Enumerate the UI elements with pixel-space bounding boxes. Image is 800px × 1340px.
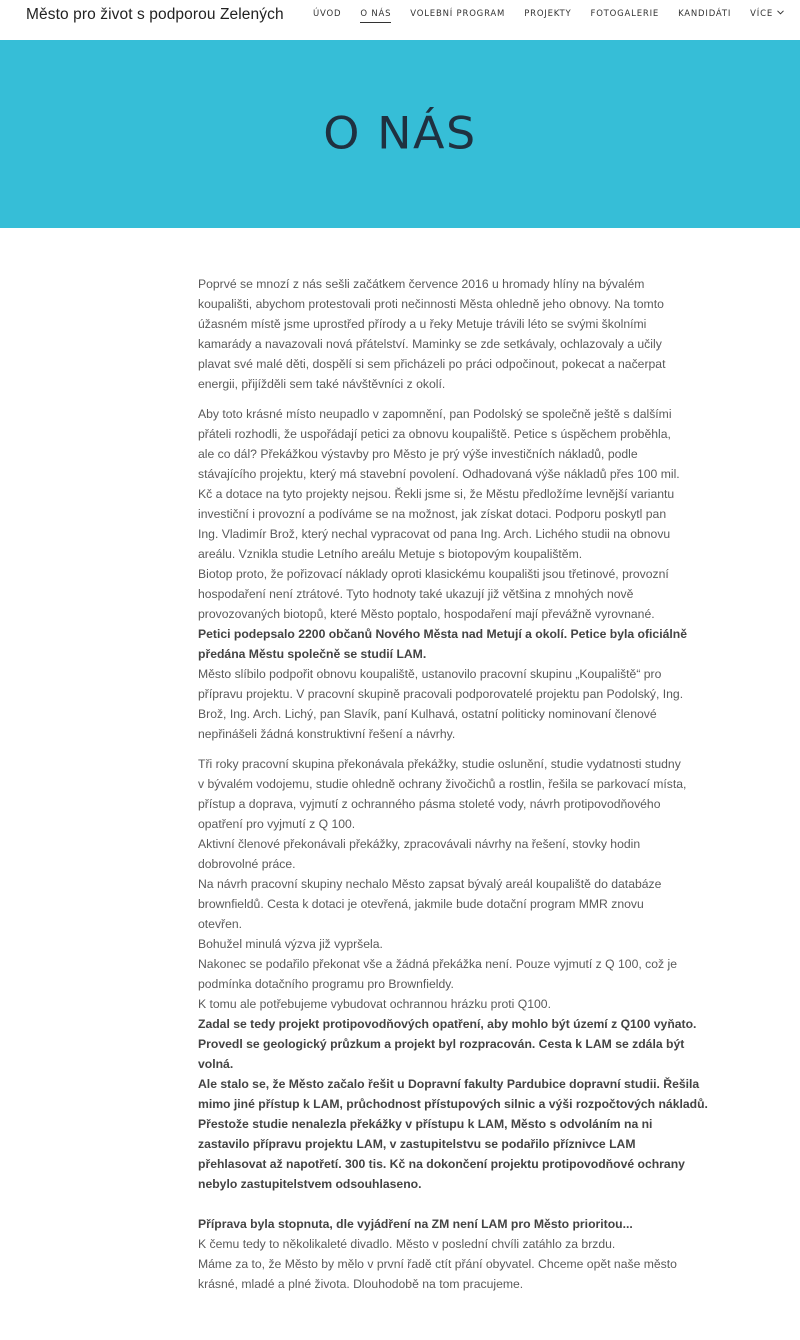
text-line: Město slíbilo podpořit obnovu koupaliště, ustanovilo pracovní skupinu „Koupaliště“ pro bbox=[198, 667, 662, 681]
text-line: Petici podepsalo 2200 občanů Nového Města nad Metují a okolí. Petice byla oficiálně bbox=[198, 627, 687, 641]
text-line: přípravu projektu. V pracovní skupině pracovali podporovatelé projektu pan Podolský, Ing. bbox=[198, 687, 684, 701]
paragraph-stopped bbox=[198, 1214, 692, 1234]
text-line: Brož, Ing. Arch. Lichý, pan Slavík, paní Kulhavá, ostatní politicky nominovaní členové bbox=[198, 707, 657, 721]
text-line: Příprava byla stopnuta, dle vyjádření na ZM není LAM pro Město prioritou... bbox=[198, 1217, 633, 1231]
text-line: přístup a doprava, vyjmutí z ochranného pásma stoleté vody, návrh protipovodňového bbox=[198, 797, 661, 811]
text-line: Aktivní členové překonávali překážky, zpracovávali návrhy na řešení, stovky hodin bbox=[198, 837, 641, 851]
text-line: ale co dál? Překážkou výstavby pro Město je prý výše investičních nákladů, podle bbox=[198, 447, 638, 461]
text-line: provozovaných biotopů, které Město poptalo, hospodaření mají převážně vyrovnané. bbox=[198, 607, 655, 621]
text-line: K čemu tedy to několikaleté divadlo. Město v poslední chvíli zatáhlo za brzdu. bbox=[198, 1237, 616, 1251]
text-line: nebylo zastupitelstvem odsouhlaseno. bbox=[198, 1177, 422, 1191]
paragraph-obstacles bbox=[198, 754, 692, 1014]
nav-item-vice-label: VÍCE bbox=[750, 9, 773, 19]
paragraph-closing bbox=[198, 1234, 692, 1294]
spacer bbox=[198, 1194, 692, 1214]
hero-banner bbox=[0, 40, 800, 228]
text-line: přáteli rozhodli, že uspořádají petici za obnovu koupaliště. Petice s úspěchem proběhla, bbox=[198, 427, 671, 441]
nav-item-uvod[interactable]: ÚVOD bbox=[313, 9, 342, 19]
text-line: přehlasovat až napotřetí. 300 tis. Kč na dokončení projektu protipovodňové ochrany bbox=[198, 1157, 685, 1171]
text-line: opatření pro vyjmutí z Q 100. bbox=[198, 817, 356, 831]
article-content bbox=[198, 274, 708, 1294]
text-line: nepřinášeli žádná konstruktivní řešení a návrhy. bbox=[198, 727, 456, 741]
text-line: zastavilo přípravu projektu LAM, v zastupitelstvu se podařilo příznivce LAM bbox=[198, 1137, 636, 1151]
text-line: Máme za to, že Město by mělo v první řadě ctít přání obyvatel. Chceme opět naše město bbox=[198, 1257, 677, 1271]
text-line: energii, přijížděli sem také návštěvníci z okolí. bbox=[198, 377, 446, 391]
text-line: investiční i provozní a podíváme se na možnost, jak získat dotaci. Podporu poskytl pan bbox=[198, 507, 667, 521]
text-line: hospodaření není ztrátové. Tyto hodnoty také ukazují již většina z mnohých nově bbox=[198, 587, 634, 601]
chevron-down-icon bbox=[777, 10, 784, 15]
text-line: otevřen. bbox=[198, 917, 243, 931]
text-line: Biotop proto, že pořizovací náklady oproti klasickému koupališti jsou třetinové, provozní bbox=[198, 567, 669, 581]
paragraph-flood-project bbox=[198, 1014, 708, 1194]
text-line: úžasném místě jsme uprostřed přírody a u řeky Metuje trávili léto se svými školními bbox=[198, 317, 647, 331]
text-line: brownfieldů. Cesta k dotaci je otevřená, jakmile bude dotační program MMR znovu bbox=[198, 897, 644, 911]
text-line: Bohužel minulá výzva již vypršela. bbox=[198, 937, 383, 951]
text-line: podmínka dotačního programu pro Brownfieldy. bbox=[198, 977, 454, 991]
text-line: Přestože studie nenalezla překážky v přístupu k LAM, Město s odvoláním na ni bbox=[198, 1117, 653, 1131]
paragraph-working-group bbox=[198, 664, 692, 744]
text-line: Ing. Vladimír Brož, který nechal vypracovat od pana Ing. Arch. Lichého studii na obnovu bbox=[198, 527, 671, 541]
paragraph-intro bbox=[198, 274, 692, 394]
text-line: Kč a dotace na tyto projekty nejsou. Řekli jsme si, že Městu předložíme levnější variantu bbox=[198, 487, 675, 501]
site-brand[interactable]: Město pro život s podporou Zelených bbox=[26, 6, 284, 23]
nav-item-projekty[interactable]: PROJEKTY bbox=[524, 9, 572, 19]
page-title: O NÁS bbox=[323, 107, 477, 159]
nav-item-kandidati[interactable]: KANDIDÁTI bbox=[678, 9, 732, 19]
text-line: koupališti, abychom protestovali proti nečinnosti Města ohledně jeho obnovy. Na tomto bbox=[198, 297, 664, 311]
text-line: Zadal se tedy projekt protipovodňových opatření, aby mohlo být území z Q100 vyňato. bbox=[198, 1017, 697, 1031]
paragraph-petition bbox=[198, 404, 692, 624]
text-line: Ale stalo se, že Město začalo řešit u Dopravní fakulty Pardubice dopravní studii. Řešila bbox=[198, 1077, 700, 1091]
text-line: plavat své malé děti, dospělí si sem přicházeli po práci odpočinout, pokecat a načerpat bbox=[198, 357, 666, 371]
text-line: Aby toto krásné místo neupadlo v zapomnění, pan Podolský se společně ještě s dalšími bbox=[198, 407, 672, 421]
text-line: Nakonec se podařilo překonat vše a žádná překážka není. Pouze vyjmutí z Q 100, což je bbox=[198, 957, 677, 971]
text-line: dobrovolné práce. bbox=[198, 857, 296, 871]
text-line: K tomu ale potřebujeme vybudovat ochrannou hrázku proti Q100. bbox=[198, 997, 551, 1011]
main-nav bbox=[294, 9, 784, 22]
text-line: Na návrh pracovní skupiny nechalo Město zapsat bývalý areál koupaliště do databáze bbox=[198, 877, 662, 891]
text-line: kamarády a navazovali nová přátelství. Maminky se zde setkávaly, ochlazovaly a učily bbox=[198, 337, 662, 351]
text-line: Poprvé se mnozí z nás sešli začátkem července 2016 u hromady hlíny na bývalém bbox=[198, 277, 645, 291]
text-line: v bývalém vodojemu, studie ohledně ochrany živočichů a rostlin, řešila se parkovací místa, bbox=[198, 777, 687, 791]
nav-item-o-nas[interactable]: O NÁS bbox=[360, 9, 391, 22]
text-line: areálu. Vznikla studie Letního areálu Metuje s biotopovým koupalištěm. bbox=[198, 547, 583, 561]
text-line: krásné, mladé a plné života. Dlouhodobě na tom pracujeme. bbox=[198, 1277, 524, 1291]
nav-item-volebni-program[interactable]: VOLEBNÍ PROGRAM bbox=[410, 9, 506, 19]
text-line: volná. bbox=[198, 1057, 234, 1071]
top-navigation-bar bbox=[0, 0, 800, 40]
text-line: mimo jiné přístup k LAM, průchodnost přístupových silnic a výši rozpočtových nákladů. bbox=[198, 1097, 708, 1111]
text-line: Tři roky pracovní skupina překonávala překážky, studie oslunění, studie vydatnosti studny bbox=[198, 757, 681, 771]
paragraph-petition-bold bbox=[198, 624, 692, 664]
text-line: Provedl se geologický průzkum a projekt byl rozpracován. Cesta k LAM se zdála být bbox=[198, 1037, 685, 1051]
text-line: stávajícího projektu, který má stavební povolení. Odhadovaná výše nákladů přes 100 mil. bbox=[198, 467, 680, 481]
text-line: předána Městu společně se studií LAM. bbox=[198, 647, 427, 661]
nav-item-fotogalerie[interactable]: FOTOGALERIE bbox=[590, 9, 660, 19]
nav-item-vice[interactable] bbox=[750, 9, 784, 22]
